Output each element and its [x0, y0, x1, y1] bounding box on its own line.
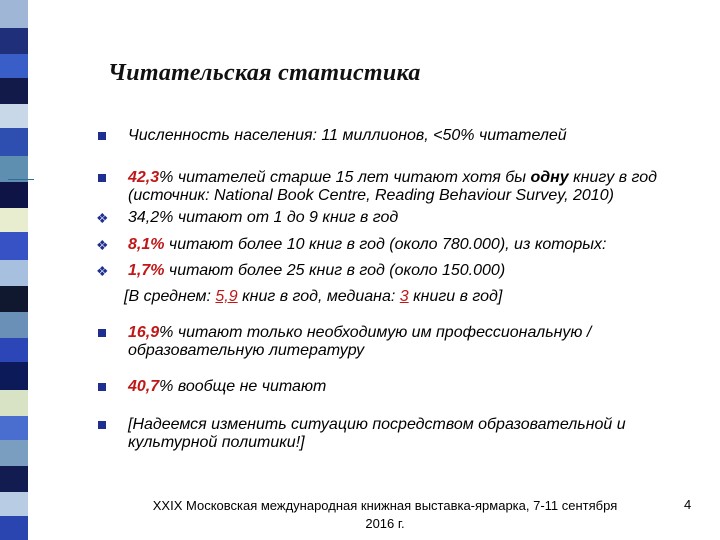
sub-bullet-10-books	[128, 236, 698, 254]
median-value: 3	[399, 288, 409, 305]
avg-text-a: [В среднем:	[124, 288, 216, 305]
bullet-diamond-icon: ❖	[96, 210, 109, 226]
sub-bullet-25-books	[128, 262, 698, 280]
over15-one: одну	[530, 169, 569, 186]
avg-text-c: книги в год]	[408, 288, 503, 305]
avg-value: 5,9	[215, 288, 238, 305]
bullet-over15	[128, 169, 698, 205]
population-text: Численность населения: 11 миллионов, <50% читателей	[128, 127, 567, 144]
over15-percent: 42,3	[128, 169, 160, 186]
prof-line1: % читают только необходимую им профессиональную /	[159, 324, 592, 341]
bullet-square-icon	[98, 174, 106, 182]
none-text: % вообще не читают	[159, 378, 327, 395]
decorative-stripe	[0, 0, 28, 540]
bullet-professional	[128, 324, 698, 360]
sub3-text: читают более 25 книг в год (около 150.000)	[164, 262, 506, 279]
sub2-text: читают более 10 книг в год (около 780.000), из которых:	[164, 236, 607, 253]
hope-line2: культурной политики!]	[128, 434, 305, 451]
bullet-diamond-icon: ❖	[96, 237, 109, 253]
sub-bullet-1-9-books	[128, 209, 698, 227]
footer-line2: 2016 г.	[365, 516, 405, 531]
footer	[128, 497, 642, 533]
bullet-diamond-icon: ❖	[96, 263, 109, 279]
bullet-population	[128, 127, 698, 145]
avg-text-b: книг в год, медиана:	[237, 288, 400, 305]
bullet-hope	[128, 416, 698, 452]
sub2-percent: 8,1%	[128, 236, 165, 253]
prof-percent: 16,9	[128, 324, 160, 341]
page-number: 4	[684, 497, 692, 512]
over15-text-b: книгу в год	[568, 169, 657, 186]
slide-title: Читательская статистика	[108, 60, 421, 86]
bullet-square-icon	[98, 132, 106, 140]
divider-line	[8, 179, 34, 180]
bullet-square-icon	[98, 383, 106, 391]
footer-line1: XXIX Московская международная книжная выставка-ярмарка, 7-11 сентября	[152, 498, 618, 513]
source-text: (источник: National Book Centre, Reading Behaviour Survey, 2010)	[128, 187, 614, 204]
over15-text-a: % читателей старше 15 лет читают хотя бы	[159, 169, 531, 186]
sub1-text: 34,2% читают от 1 до 9 книг в год	[128, 209, 399, 226]
bullet-square-icon	[98, 329, 106, 337]
none-percent: 40,7	[128, 378, 160, 395]
bullet-square-icon	[98, 421, 106, 429]
bullet-non-readers	[128, 378, 698, 396]
hope-line1: [Надеемся изменить ситуацию посредством образовательной и	[128, 416, 626, 433]
sub3-percent: 1,7%	[128, 262, 165, 279]
prof-line2: образовательную литературу	[128, 342, 365, 359]
average-note	[124, 288, 694, 306]
